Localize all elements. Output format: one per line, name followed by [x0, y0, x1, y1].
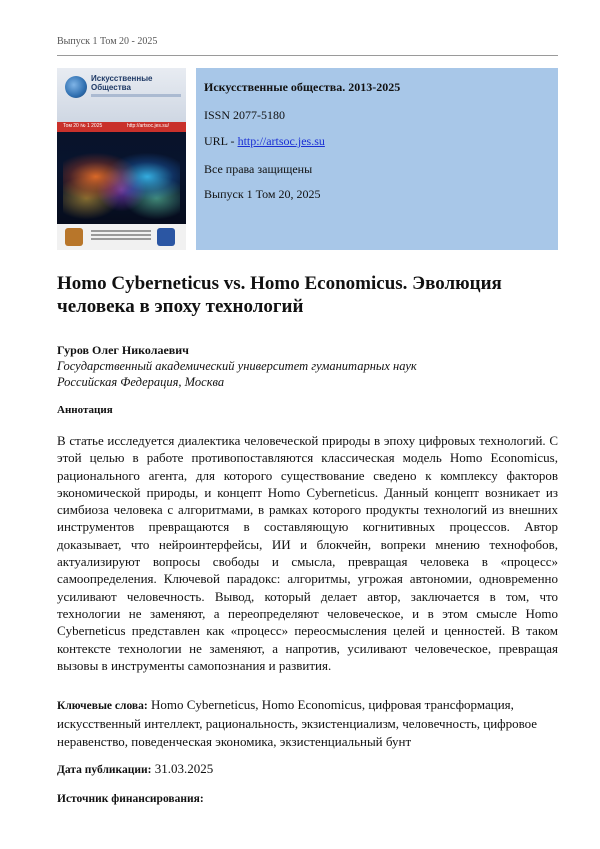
author-location: Российская Федерация, Москва [57, 375, 225, 389]
running-header: Выпуск 1 Том 20 - 2025 [57, 36, 158, 47]
cover-title: Искусственные Общества [91, 74, 153, 92]
keywords-text: Homo Cyberneticus, Homo Economicus, цифровая трансформация, искусственный интеллект, рациональность, экзистенциализм, человечность, цифровое неравенство, поведенческая экономика, экзистенциальный бунт [57, 697, 538, 749]
author-name: Гуров Олег Николаевич [57, 343, 189, 357]
cover-heads-illustration [63, 138, 180, 224]
journal-url-line [204, 134, 325, 149]
author-affiliation: Государственный академический университет гуманитарных наук [57, 359, 417, 373]
journal-cover-image [57, 68, 186, 250]
cover-url-text: http://artsoc.jes.su/ [127, 123, 169, 129]
keywords-block [57, 696, 558, 750]
keywords-label: Ключевые слова: [57, 700, 148, 712]
journal-url-link[interactable]: http://artsoc.jes.su [237, 134, 325, 148]
journal-name: Искусственные общества. 2013-2025 [204, 80, 401, 94]
abstract-heading: Аннотация [57, 404, 113, 416]
cover-footer-text-lines [91, 230, 151, 232]
funding-source-label: Источник финансирования: [57, 793, 204, 805]
journal-issue: Выпуск 1 Том 20, 2025 [204, 187, 321, 201]
cover-subtitle-line [91, 94, 181, 97]
journal-rights: Все права защищены [204, 162, 313, 176]
university-logo-icon [157, 228, 175, 246]
journal-issn: ISSN 2077-5180 [204, 108, 286, 122]
cover-issue-text: Том 20 № 1 2025 [63, 123, 103, 129]
cover-brain-logo-icon [65, 76, 87, 98]
journal-url-label: URL - [204, 134, 238, 148]
publication-date-line [57, 761, 213, 777]
journal-info-box [196, 68, 558, 250]
article-title: Homo Cyberneticus vs. Homo Economicus. Эволюция человека в эпоху технологий [57, 273, 502, 317]
publication-date-label: Дата публикации: [57, 764, 152, 776]
publisher-logo-icon [65, 228, 83, 246]
publication-date-value: 31.03.2025 [154, 761, 214, 776]
header-divider [57, 55, 558, 56]
abstract-text: В статье исследуется диалектика человеческой природы в эпоху цифровых технологий. С этой целью в работе противопоставляются классическая модель Homo Economicus, рационального агента, для которого существование сведено к комплексу факторов экономической природы, и концепт Homo Cyberneticus. Данный концепт возникает из симбиоза человека с алгоритмами, в рамках которого продукты технологий из внешних инструментов превращаются в составляющую когнитивных процессов. Автор доказывает, что нейроинтерфейсы, ИИ и блокчейн, вопреки мнению технофобов, актуализируют вопросы свободы и смысла, превращая человека в «процесс» самоопределения. Ключевой парадокс: алгоритмы, угрожая автономии, одновременно усиливают человечность. Вывод, который делает автор, заключается в том, что технологии не заменяют, а переопределяют человеческое, и в этом смысле Homo Cyberneticus представлен как «процесс» переосмысления целей и ценностей. В таком контексте технологии не заменяют, а напротив, усиливают человеческое, превращая вызовы в инструменты самопознания и развития. [57, 433, 558, 673]
